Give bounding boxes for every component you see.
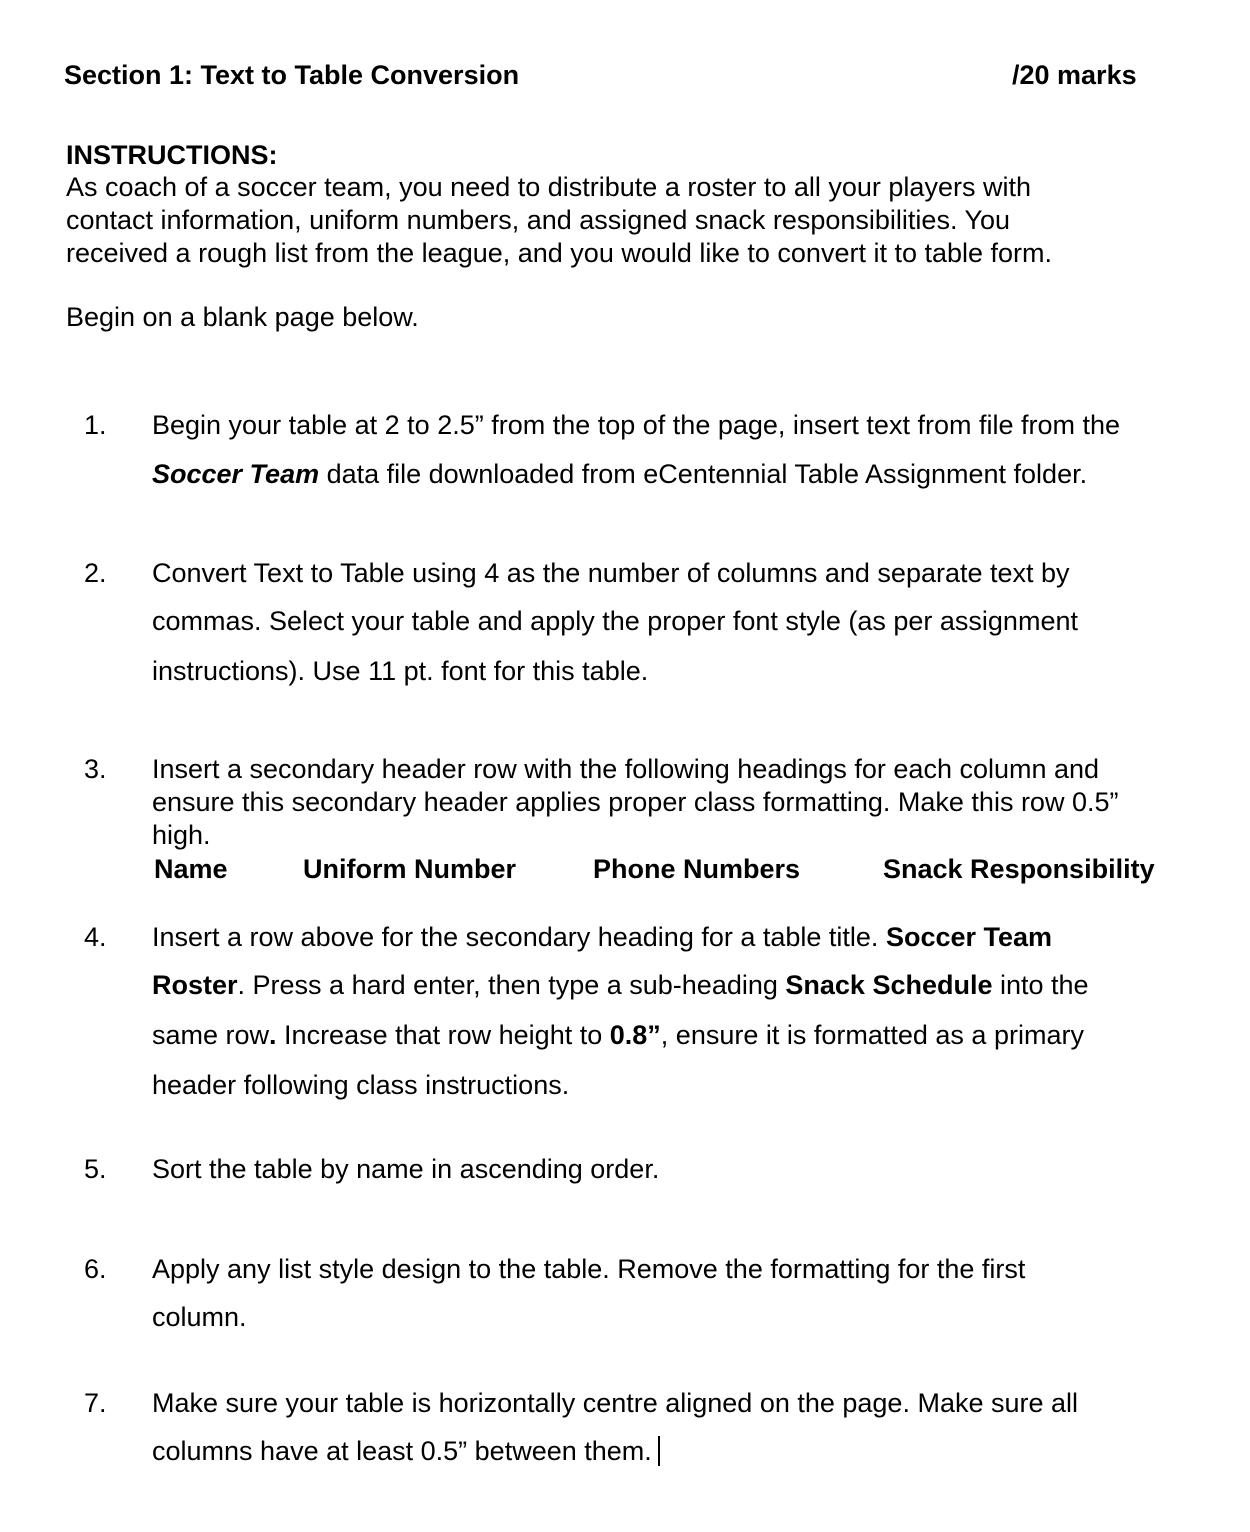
step-2-line-1: Convert Text to Table using 4 as the number of columns and separate text by (152, 558, 1070, 588)
begin-note: Begin on a blank page below. (66, 302, 419, 332)
step-4-line-4: header following class instructions. (152, 1070, 570, 1100)
step-3-line-1: Insert a secondary header row with the following headings for each column and (152, 754, 1100, 784)
text-run: Insert a row above for the secondary heading for a table title. (152, 922, 886, 952)
text-run: . Press a hard enter, then type a sub-heading (237, 970, 786, 1000)
step-4-line-2 (152, 970, 1089, 1001)
text-run: , ensure it is formatted as a primary (660, 1020, 1084, 1050)
step-6-line-1: Apply any list style design to the table. Remove the formatting for the first (152, 1254, 1026, 1284)
text-run: Increase that row height to (276, 1020, 610, 1050)
step-number: 6. (84, 1254, 107, 1284)
instructions-line-3: received a rough list from the league, and you would like to convert it to table form. (66, 238, 1053, 268)
step-2-line-3: instructions). Use 11 pt. font for this table. (152, 656, 649, 686)
bold-run: Roster (152, 970, 238, 1000)
bold-run: 0.8” (609, 1020, 661, 1050)
heading-name: Name (154, 854, 228, 884)
bold-run: Soccer Team (885, 922, 1053, 952)
text-run: same row (152, 1020, 270, 1050)
step-4-line-3 (152, 1020, 1084, 1051)
step-6-line-2: column. (152, 1302, 247, 1332)
step-number: 1. (84, 410, 107, 440)
step-4-line-1 (152, 922, 1052, 953)
heading-snack-responsibility: Snack Responsibility (883, 854, 1155, 884)
instructions-line-1: As coach of a soccer team, you need to distribute a roster to all your players with (66, 172, 1031, 202)
step-2-line-2: commas. Select your table and apply the proper font style (as per assignment (152, 606, 1078, 636)
step-number: 2. (84, 558, 107, 588)
text-cursor[interactable] (658, 1436, 660, 1466)
bold-run: . (269, 1020, 277, 1050)
bold-run: Snack Schedule (785, 970, 993, 1000)
text-run: into the (992, 970, 1089, 1000)
step-number: 3. (84, 754, 107, 784)
step-1-line-1: Begin your table at 2 to 2.5” from the top of the page, insert text from file from the (152, 410, 1121, 440)
heading-uniform-number: Uniform Number (303, 854, 517, 884)
step-3-line-2: ensure this secondary header applies proper class formatting. Make this row 0.5” (152, 787, 1119, 817)
step-7-line-1: Make sure your table is horizontally centre aligned on the page. Make sure all (152, 1388, 1079, 1418)
instructions-line-2: contact information, uniform numbers, and assigned snack responsibilities. You (66, 205, 1011, 235)
marks-label: /20 marks (1012, 60, 1137, 90)
step-3-line-3: high. (152, 820, 211, 850)
instructions-heading: INSTRUCTIONS: (66, 140, 278, 170)
step-7-line-2 (152, 1436, 660, 1467)
file-name: Soccer Team (152, 459, 320, 489)
heading-phone-numbers: Phone Numbers (593, 854, 801, 884)
step-1-line-2 (152, 459, 1087, 490)
step-number: 4. (84, 922, 107, 952)
step-number: 5. (84, 1154, 107, 1184)
step-5-line-1: Sort the table by name in ascending order. (152, 1154, 660, 1184)
step-number: 7. (84, 1388, 107, 1418)
text-run: columns have at least 0.5” between them. (152, 1436, 652, 1466)
step-1-line-2-rest: data file downloaded from eCentennial Table Assignment folder. (319, 459, 1088, 489)
section-title: Section 1: Text to Table Conversion (64, 60, 520, 90)
